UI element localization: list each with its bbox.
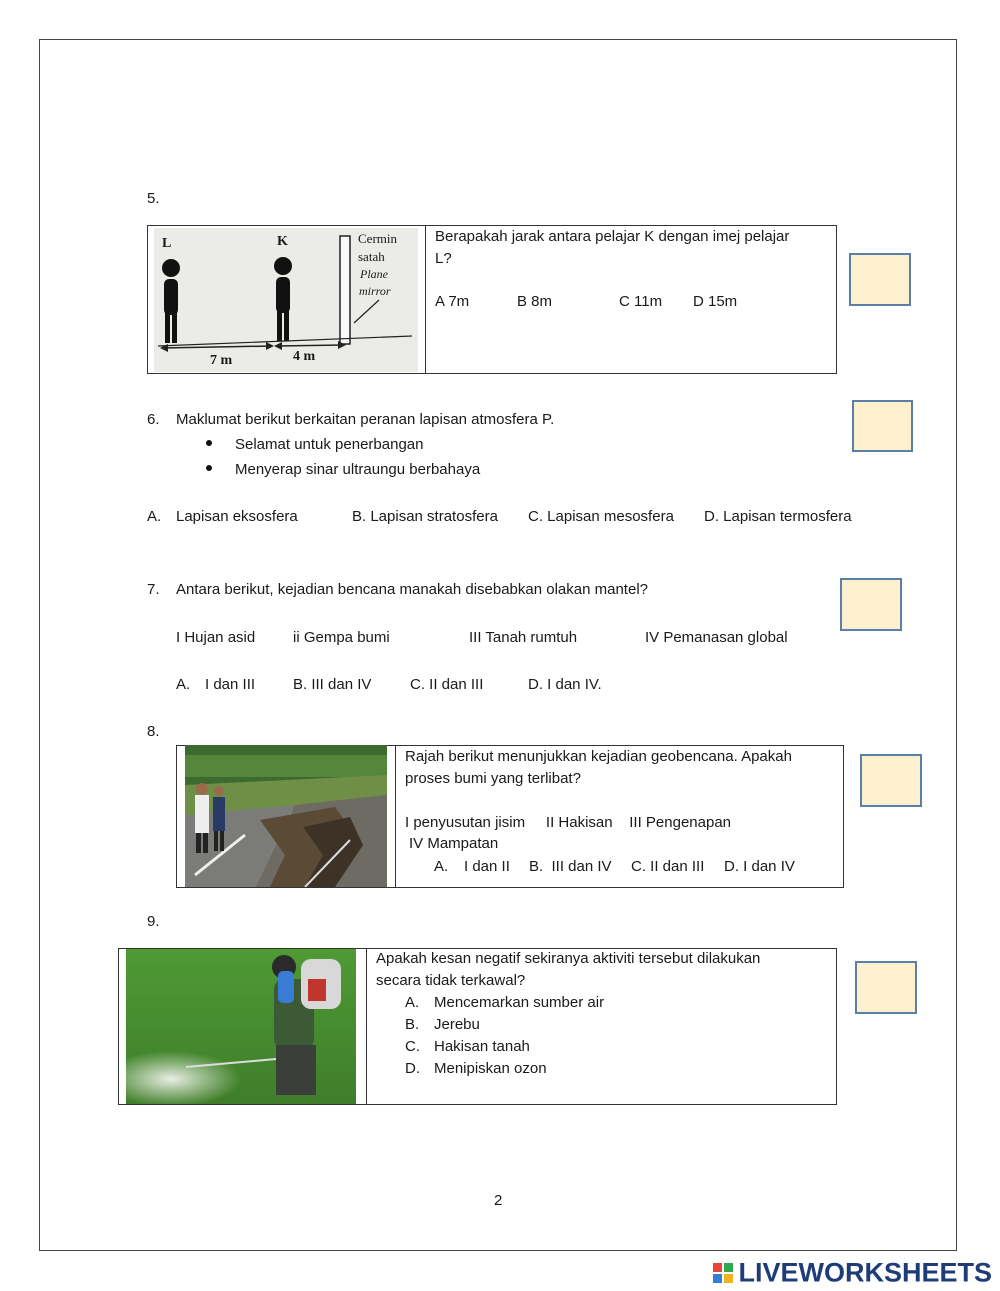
question-8-option-b: B. III dan IV [529, 858, 612, 875]
mirror-label-cermin: Cermin [358, 231, 397, 246]
question-7-item-4: IV Pemanasan global [645, 629, 788, 646]
question-7-option-c: C. II dan III [410, 676, 484, 693]
question-7-item-2: ii Gempa bumi [293, 629, 390, 646]
label-l: L [162, 236, 172, 251]
question-6-bullet-1: Selamat untuk penerbangan [235, 436, 424, 453]
question-8-items-line1: I penyusutan jisim II Hakisan III Pengenapan [405, 814, 732, 831]
question-5-option-d: D 15m [693, 293, 738, 310]
question-7-option-a-letter: A. [176, 676, 191, 693]
question-7-item-3: III Tanah rumtuh [469, 629, 578, 646]
question-8-option-a: I dan II [464, 858, 510, 875]
logo-icon [712, 1262, 736, 1284]
question-8-option-d: D. I dan IV [724, 858, 795, 875]
question-6-number: 6. [147, 411, 160, 428]
mirror-label-mirror: mirror [359, 284, 391, 298]
question-5-answer-box[interactable] [849, 253, 911, 306]
question-7-item-1: I Hujan asid [176, 629, 256, 646]
question-9-number: 9. [147, 913, 160, 930]
question-7-number: 7. [147, 581, 160, 598]
distance-7m: 7 m [210, 353, 233, 368]
question-9-answer-box[interactable] [855, 961, 917, 1014]
question-5-option-b: B 8m [517, 293, 553, 310]
question-8-option-c: C. II dan III [631, 858, 705, 875]
question-8-text-line1: Rajah berikut menunjukkan kejadian geobencana. Apakah [405, 748, 792, 765]
question-6-option-d: D. Lapisan termosfera [704, 508, 852, 525]
pesticide-spraying-photo-svg [126, 949, 356, 1104]
question-7-option-d: D. I dan IV. [528, 676, 602, 693]
question-5-text-line2: L? [435, 250, 452, 267]
question-9-text-line2: secara tidak terkawal? [376, 972, 526, 989]
question-5-text-line1: Berapakah jarak antara pelajar K dengan imej pelajar [435, 228, 790, 245]
question-9-option-c: Hakisan tanah [434, 1038, 530, 1055]
question-7-text: Antara berikut, kejadian bencana manakah disebabkan olakan mantel? [176, 581, 648, 598]
question-5-divider [425, 225, 426, 374]
question-8-option-a-letter: A. [434, 858, 449, 875]
question-9-option-d-letter: D. [405, 1060, 420, 1077]
question-5-option-c: C 11m [619, 293, 663, 310]
question-6-bullet-2: Menyerap sinar ultraungu berbahaya [235, 461, 481, 478]
question-7-option-a: I dan III [205, 676, 256, 693]
question-9-option-b: Jerebu [434, 1016, 480, 1033]
question-6-option-c: C. Lapisan mesosfera [528, 508, 674, 525]
question-8-items-line2: IV Mampatan [409, 835, 499, 852]
question-5-number: 5. [147, 190, 160, 207]
question-8-divider [395, 745, 396, 888]
question-7-answer-box[interactable] [840, 578, 902, 631]
question-6-option-a: Lapisan eksosfera [176, 508, 298, 525]
question-8-text-line2: proses bumi yang terlibat? [405, 770, 581, 787]
question-8-number: 8. [147, 723, 160, 740]
liveworksheets-logo [712, 1256, 992, 1288]
logo-text: LIVEWORKSHEETS [738, 1257, 992, 1288]
question-6-option-b: B. Lapisan stratosfera [352, 508, 498, 525]
question-8-answer-box[interactable] [860, 754, 922, 807]
question-9-text-line1: Apakah kesan negatif sekiranya aktiviti tersebut dilakukan [376, 950, 761, 967]
question-9-option-b-letter: B. [405, 1016, 420, 1033]
question-9-option-a-letter: A. [405, 994, 420, 1011]
question-6-text: Maklumat berikut berkaitan peranan lapisan atmosfera P. [176, 411, 555, 428]
label-k: K [277, 234, 288, 249]
question-9-divider [366, 948, 367, 1105]
page-number: 2 [494, 1192, 503, 1209]
question-6-answer-box[interactable] [852, 400, 913, 452]
question-9-option-a: Mencemarkan sumber air [434, 994, 605, 1011]
mirror-label-plane: Plane [360, 267, 388, 281]
geohazard-photo [185, 745, 387, 887]
question-9-option-c-letter: C. [405, 1038, 420, 1055]
question-9-option-d: Menipiskan ozon [434, 1060, 547, 1077]
bullet-dot [206, 465, 212, 471]
bullet-dot [206, 440, 212, 446]
distance-4m: 4 m [293, 349, 316, 364]
question-5-option-a: A 7m [435, 293, 470, 310]
geohazard-photo-svg [185, 745, 387, 887]
mirror-label-satah: satah [358, 249, 385, 264]
question-6-option-a-letter: A. [147, 508, 162, 525]
question-7-option-b: B. III dan IV [293, 676, 372, 693]
pesticide-spraying-photo [126, 949, 356, 1104]
